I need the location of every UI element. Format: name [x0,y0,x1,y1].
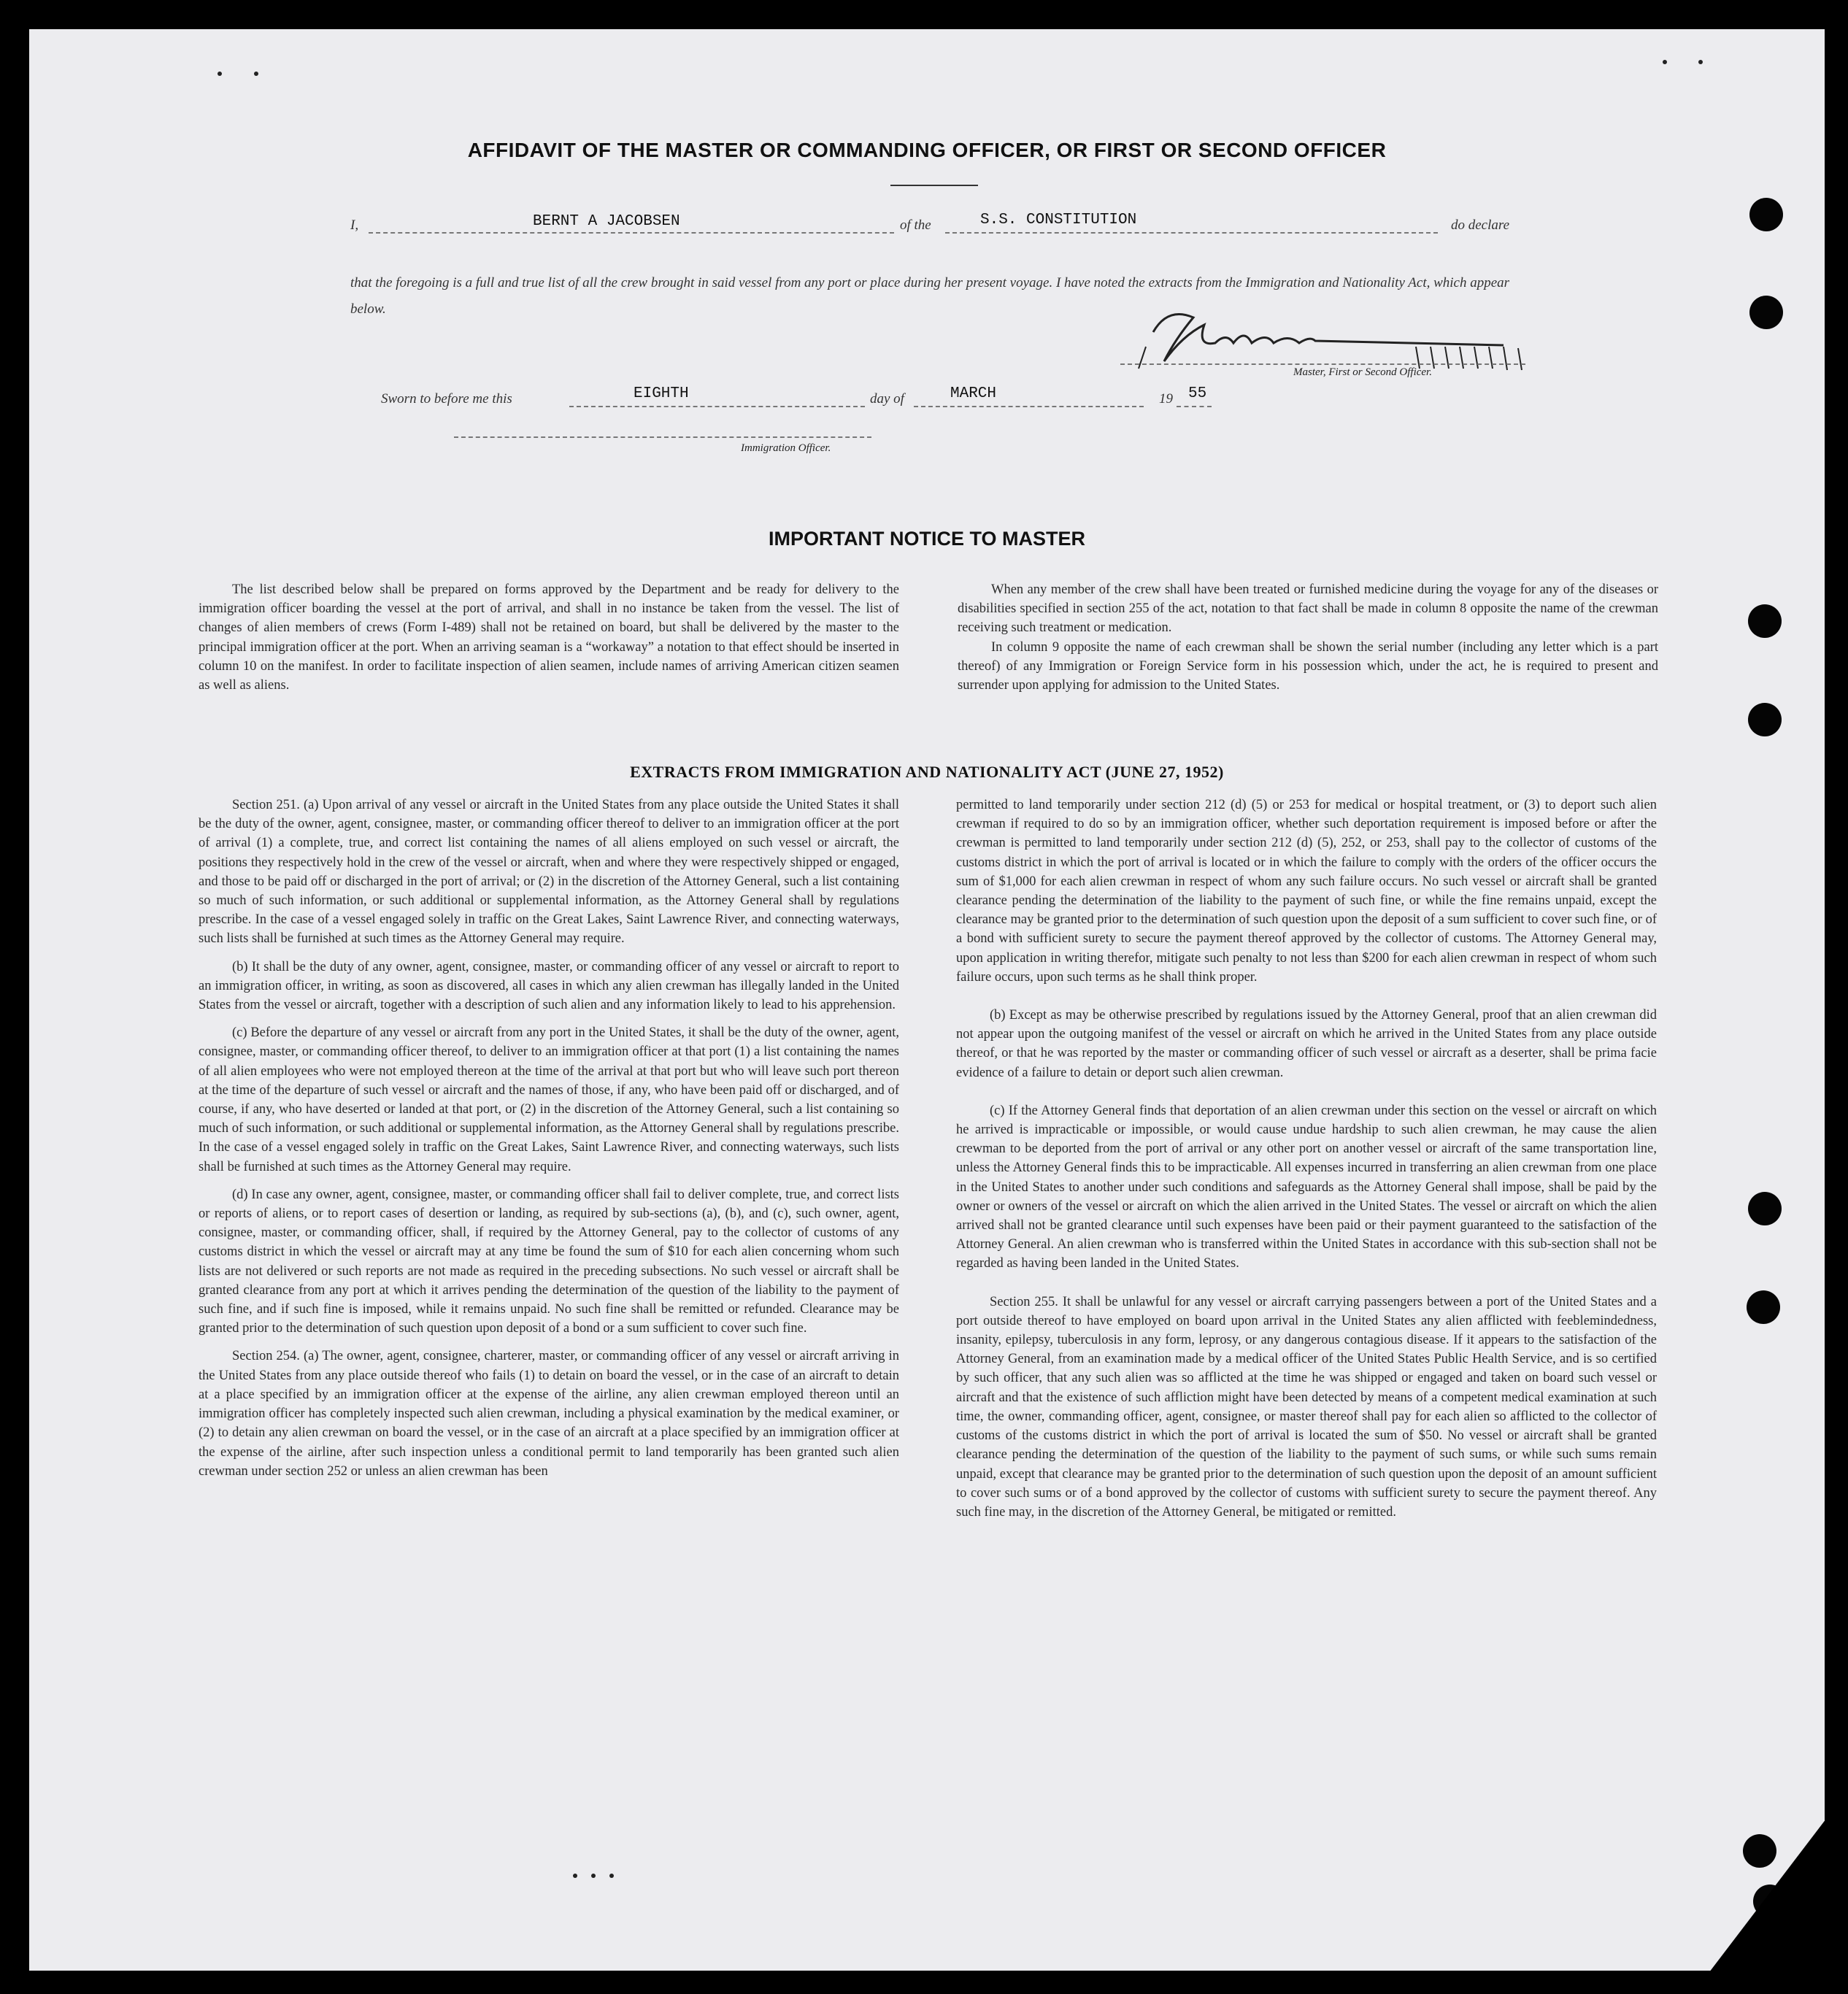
extracts-title: EXTRACTS FROM IMMIGRATION AND NATIONALITY ACT (JUNE 27, 1952) [630,763,1224,781]
binder-hole [1749,296,1783,329]
speck [609,1874,614,1878]
notice-left-paragraph: The list described below shall be prepared on forms approved by the Department and be ready for delivery to the immigration officer boarding the vessel at the port of arrival, and shall in no instance be taken from the vessel. The list of changes of alien members of crews (Form I-489) shall not be retained on board, but shall be delivered by the master to the principal immigration officer at the port. When an arriving seaman is a “workaway” a notation to that effect should be inserted in column 10 on the manifest. In order to facilitate inspection of alien seamen, include names of arriving American citizen seamen as well as aliens. [199,582,899,693]
year-prefix: 19 [1159,391,1173,407]
notice-left-column [199,580,899,704]
extracts-left-column [199,796,899,1490]
binder-hole [1748,604,1782,638]
torn-corner [1709,1819,1825,1971]
of-the-label: of the [900,218,931,233]
extracts-right-column [956,796,1657,1531]
extract-paragraph: (b) Except as may be otherwise prescribed by regulations issued by the Attorney General, proof that an alien crewman did not appear upon the outgoing manifest of the vessel or aircraft on which he arrived in the United States from any place outside thereof, or that he was reported by the master or commanding officer of such vessel or aircraft as a deserter, shall be prima facie evidence of a failure to detain or deport such alien crewman. [956,1008,1657,1080]
speck [217,72,222,76]
notice-right-column [958,580,1658,704]
binder-hole [1749,198,1783,231]
binder-hole [1748,703,1782,736]
extract-paragraph: (c) If the Attorney General finds that deportation of an alien crewman under this section on the vessel or aircraft on which he arrived is impracticable or impossible, or would cause undue hardship to such alien crewman, he may cause the alien crewman to be deported from the port of arrival or any other port on another vessel or aircraft of the same transportation line, unless the Attorney General finds this to be impracticable. All expenses incurred in transferring an alien crewman from one place in the United States to another under such conditions and safeguards as the Attorney General shall impose, shall be paid by the owner or owners of the vessel or aircraft on which the alien arrived in the United States. The vessel or aircraft on which the alien arrived shall not be granted clearance until such expenses have been paid or their payment guaranteed to the satisfaction of the Attorney General. An alien crewman who is transferred within the United States in accordance with this sub-section shall not be regarded as having been landed in the United States. [956,1103,1657,1271]
vessel-blank [945,232,1438,234]
extract-paragraph: (c) Before the departure of any vessel or aircraft from any port in the United States, it shall be the duty of the owner, agent, consignee, master, or commanding officer thereof, to deliver to an immigration officer at that port (1) a list containing the names of all alien employees who were not employed thereon at the time of the arrival at that port but who will leave such port thereon at the time of the departure of such vessel or aircraft and the names of those, if any, who have been paid off or discharged, and of course, if any, who have deserted or landed at that port, or (2) in the discretion of the Attorney General, such a list containing so much of such information, or such additional or supplemental information, as the Attorney General shall by regulations prescribe. In the case of a vessel engaged solely in traffic on the Great Lakes, Saint Lawrence River, and connecting waterways, such lists shall be furnished at such times as the Attorney General may require. [199,1025,899,1174]
vessel-name: S.S. CONSTITUTION [980,212,1137,228]
officer-blank [454,436,871,438]
month-blank [914,406,1144,407]
extract-paragraph: Section 251. (a) Upon arrival of any vessel or aircraft in the United States from any place outside the United States it shall be the duty of the owner, agent, consignee, master, or commanding officer thereof to deliver to an immigration officer at the port of arrival (1) a complete, true, and correct list containing the names of all aliens employed on such vessel or aircraft, the positions they respectively hold in the crew of the vessel or aircraft, when and where they were respectively shipped or engaged, and those to be paid off or discharged in the port of arrival; or (2) in the discretion of the Attorney General, such a list containing so much of such information, or such additional or supplemental information, as the Attorney General shall by regulations prescribe. In the case of a vessel engaged solely in traffic on the Great Lakes, Saint Lawrence River, and connecting waterways, such lists shall be furnished at such times as the Attorney General may require. [199,798,899,947]
speck [591,1874,596,1878]
affidavit-title: AFFIDAVIT OF THE MASTER OR COMMANDING OFFICER, OR FIRST OR SECOND OFFICER [467,139,1387,161]
signature-role-label: Master, First or Second Officer. [1293,366,1432,378]
document-page [29,29,1825,1971]
speck [1663,60,1667,64]
day-of-label: day of [870,391,904,407]
speck [573,1874,577,1878]
speck [254,72,258,76]
title-divider [890,185,978,186]
sworn-month: MARCH [950,385,997,402]
extract-paragraph: Section 254. (a) The owner, agent, consignee, charterer, master, or commanding officer of any vessel or aircraft arriving in the United States from any place outside thereof who fails (1) to detain on board the vessel, or in the case of an aircraft to detain at a place specified by an immigration officer at the expense of the airline, any alien crewman employed thereon until an immigration officer has completely inspected such alien crewman, including a physical examination by the medical examiner, or (2) to detain any alien crewman on board the vessel, or in the case of an aircraft at a place specified by an immigration officer at the expense of the airline, after such inspection unless a conditional permit to land temporarily has been granted such alien crewman under section 252 or unless an alien crewman has been [199,1349,899,1479]
declaration-statement: that the foregoing is a full and true list of all the crew brought in said vessel from any port or place during her present voyage. I have noted the extracts from the Immigration and Nationality Act, which appear below. [350,275,1510,317]
immigration-officer-label: Immigration Officer. [741,442,831,454]
do-declare-label: do declare [1451,218,1510,233]
sworn-label: Sworn to before me this [381,391,512,407]
binder-hole [1747,1290,1780,1324]
year-blank [1177,406,1212,407]
extract-paragraph: Section 255. It shall be unlawful for any vessel or aircraft carrying passengers between a port of the United States and a port outside thereof to have employed on board upon arrival in the United States any alien afflicted with feeblemindedness, insanity, epilepsy, tuberculosis in any form, leprosy, or any dangerous contagious disease. If it appears to the satisfaction of the Attorney General, from an examination made by a medical officer of the United States Public Health Service, and is so certified by such officer, that any such alien was so afflicted at the time he was shipped or engaged and taken on board such vessel or aircraft and that the existence of such affliction might have been detected by means of a competent medical examination at such time, the owner, commanding officer, agent, consignee, or master thereof shall pay for each alien so afflicted to the collector of customs of the customs district in which the port of arrival is located the sum of $50. No vessel or aircraft shall be granted clearance pending the determination of the question of the liability to the payment of such sums, or while such sums remain unpaid, except that clearance may be granted prior to the determination of such question upon the deposit of an amount sufficient to cover such sums or of a bond approved by the collector of customs with sufficient surety to secure the payment thereof. Any such fine may, in the discretion of the Attorney General, be mitigated or remitted. [956,1294,1657,1520]
extract-paragraph: permitted to land temporarily under section 212 (d) (5) or 253 for medical or hospital treatment, or (3) to deport such alien crewman if required to do so by an immigration officer, whether such deportation requirement is imposed before or after the crewman is permitted to land temporarily under section 212 (d) (5), 252, or 253, shall pay to the collector of customs of the customs district in which the port of arrival is located or in which the failure to comply with the orders of the officer occurs the sum of $1,000 for each alien crewman in respect of whom any such failure occurs. No such vessel or aircraft shall be granted clearance pending the determination of the liability to the payment of such fine, or while the fine remains unpaid, except the clearance may be granted prior to the determination of such question upon the deposit of a sum sufficient to cover such fine, or of a bond with sufficient surety to secure the payment thereof approved by the collector of customs. The Attorney General may, upon application in writing therefor, mitigate such penalty to not less than $200 for each alien crewman in respect of whom such failure occurs, upon such terms as he shall think proper. [956,798,1657,985]
master-name: BERNT A JACOBSEN [533,213,680,230]
day-blank [569,406,865,407]
sworn-year: 55 [1188,385,1207,402]
signature-blank [1120,363,1525,365]
name-blank [369,232,894,234]
notice-title: IMPORTANT NOTICE TO MASTER [769,528,1085,550]
extract-paragraph: (b) It shall be the duty of any owner, agent, consignee, master, or commanding officer of any vessel or aircraft to report to an immigration officer, in writing, as soon as discovered, all cases in which any alien crewman has illegally landed in the United States from the vessel or aircraft, together with a description of such alien and any information likely to lead to his apprehension. [199,959,899,1013]
sworn-day: EIGHTH [634,385,689,402]
i-label: I, [350,218,359,233]
speck [1698,60,1703,64]
binder-hole [1748,1192,1782,1225]
extract-paragraph: (d) In case any owner, agent, consignee, master, or commanding officer shall fail to deliver complete, true, and correct lists or reports of aliens, or to report cases of desertion or landing, as required by sub-sections (a), (b), and (c), such owner, agent, consignee, master, or commanding officer, shall, if required by the Attorney General, pay to the collector of customs of any customs district in which the vessel or aircraft may at any time be found the sum of $10 for each alien concerning whom such lists are not delivered or such reports are not made as required in the preceding subsections. No such vessel or aircraft shall be granted clearance from any port at which it arrives pending the determination of the question of the liability to the payment of such fine, and if such fine is imposed, while it remains unpaid. No such fine shall be remitted or refunded. Clearance may be granted prior to the determination of such question upon deposit of a bond or a sum sufficient to cover such fine. [199,1187,899,1336]
notice-right-paragraph: When any member of the crew shall have been treated or furnished medicine during the voyage for any of the diseases or disabilities specified in section 255 of the act, notation to that fact shall be made in column 8 opposite the name of the crewman receiving such treatment or medication. [958,582,1658,636]
notice-right-paragraph: In column 9 opposite the name of each crewman shall be shown the serial number (including any letter which is a part thereof) of any Immigration or Foreign Service form in his possession which, under the act, he is required to present and surrender upon applying for admission to the United States. [958,639,1658,693]
